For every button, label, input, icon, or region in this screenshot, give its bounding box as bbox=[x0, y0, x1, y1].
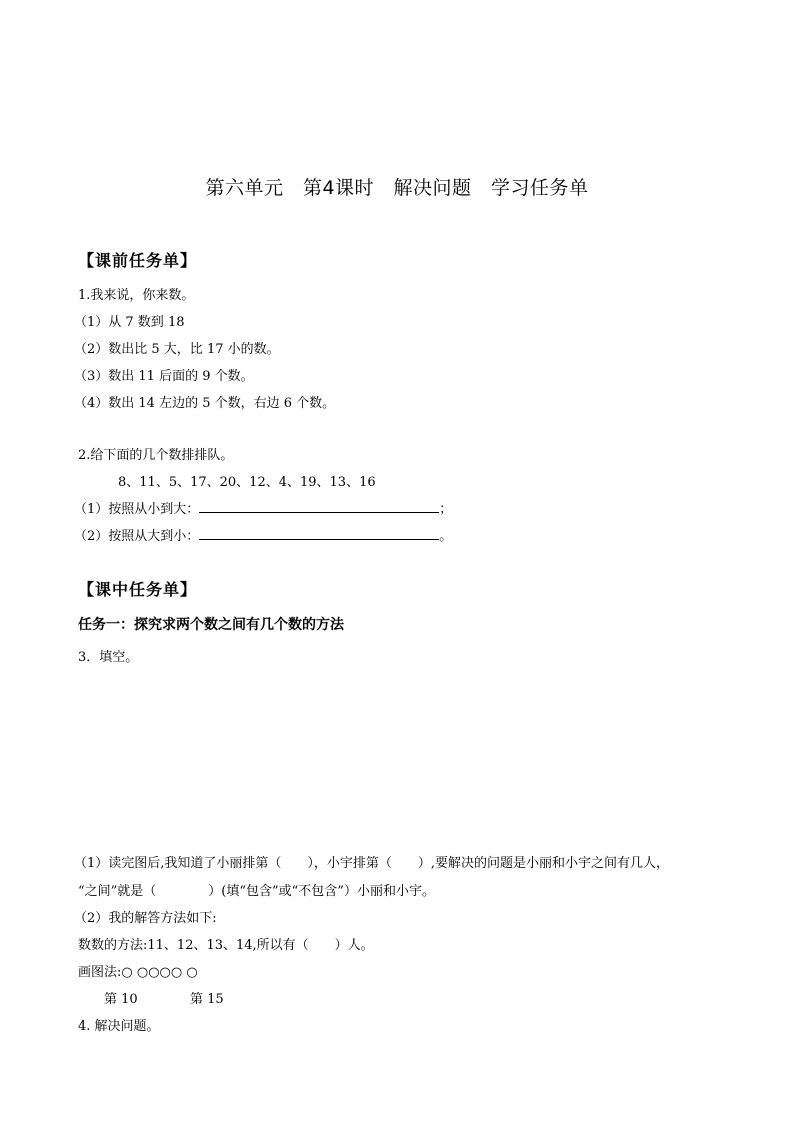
question-1-text: 1.我来说，你来数。 bbox=[78, 288, 195, 303]
question-2-numbers: 8、11、5、17、20、12、4、19、13、16 bbox=[118, 475, 376, 490]
question-1-item-2: （2）数出比 5 大，比 17 小的数。 bbox=[74, 342, 280, 357]
small-to-big-answer-line[interactable] bbox=[199, 500, 439, 513]
small-to-big-label: （1）按照从小到大： bbox=[74, 502, 200, 517]
question-2-text: 2.给下面的几个数排排队。 bbox=[78, 448, 234, 463]
count-method: 数数的方法:11、12、13、14,所以有（ ）人。 bbox=[78, 938, 374, 953]
big-to-small-label: （2）按照从大到小： bbox=[74, 529, 200, 544]
question-1-item-3: （3）数出 11 后面的 9 个数。 bbox=[74, 369, 254, 384]
question-4-text: 4. 解决问题。 bbox=[78, 1019, 160, 1034]
draw-method: 画图法:○ ○○○○ ○ bbox=[78, 965, 198, 980]
question-2-small-to-big bbox=[74, 498, 452, 517]
question-1-item-1: （1）从 7 数到 18 bbox=[74, 315, 185, 330]
section-header-in-class: 【课中任务单】 bbox=[78, 580, 198, 599]
section-header-pre-class: 【课前任务单】 bbox=[78, 251, 198, 270]
big-to-small-answer-line[interactable] bbox=[199, 527, 439, 540]
question-2-big-to-small bbox=[74, 525, 452, 544]
page-title: 第六单元 第4课时 解决问题 学习任务单 bbox=[205, 177, 589, 199]
position-10-label: 第 10 bbox=[104, 992, 138, 1007]
question-3-text: 3．填空。 bbox=[78, 650, 139, 665]
question-3-sub1-line2: “之间”就是（ ）(填“包含”或“不包含”）小丽和小宇。 bbox=[78, 884, 435, 899]
question-1-item-4: （4）数出 14 左边的 5 个数，右边 6 个数。 bbox=[74, 396, 336, 411]
position-15-label: 第 15 bbox=[190, 992, 224, 1007]
task-1-heading: 任务一：探究求两个数之间有几个数的方法 bbox=[78, 617, 344, 633]
small-to-big-end: ； bbox=[439, 502, 453, 517]
question-3-sub2: （2）我的解答方法如下: bbox=[74, 911, 217, 926]
big-to-small-end: 。 bbox=[439, 529, 453, 544]
question-3-sub1-line1: （1）读完图后,我知道了小丽排第（ ），小宇排第（ ）,要解决的问题是小丽和小宇之间有几人， bbox=[74, 856, 670, 871]
